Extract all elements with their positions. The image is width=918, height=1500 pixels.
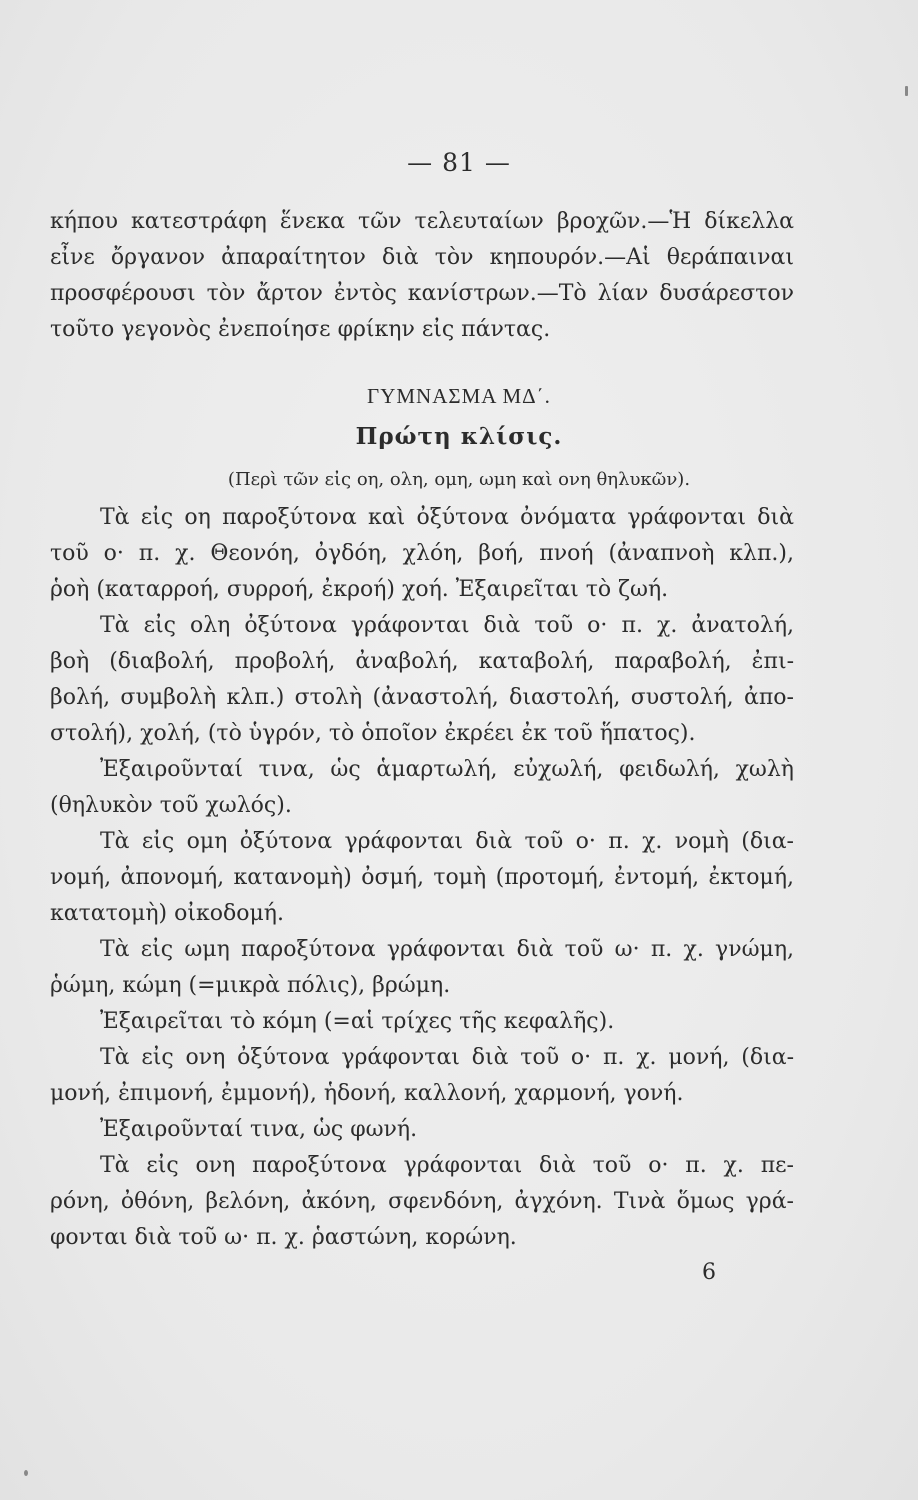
signature-mark: 6 bbox=[702, 1260, 716, 1285]
text-line: τοῦ ο· π. χ. Θεονόη, ὀγδόη, χλόη, βοή, πνοή (ἀναπνοὴ κλπ.), bbox=[50, 541, 794, 566]
speck-mark bbox=[905, 86, 908, 96]
intro-paragraph bbox=[50, 204, 794, 348]
text-line: Τὰ εἰς οη παροξύτονα καὶ ὀξύτονα ὀνόματα γράφονται διὰ bbox=[100, 505, 794, 530]
text-line: (θηλυκὸν τοῦ χωλός). bbox=[50, 793, 292, 818]
text-line: Τὰ εἰς ωμη παροξύτονα γράφονται διὰ τοῦ ω· π. χ. γνώμη, bbox=[100, 937, 794, 962]
text-line: μονή, ἐπιμονή, ἐμμονή), ἡδονή, καλλονή, χαρμονή, γονή. bbox=[50, 1081, 684, 1106]
text-line: βολή, συμβολὴ κλπ.) στολὴ (ἀναστολή, διαστολή, συστολή, ἀπο- bbox=[50, 685, 794, 710]
exercise-subtitle: Πρώτη κλίσις. bbox=[355, 423, 563, 450]
text-line: φονται διὰ τοῦ ω· π. χ. ῥαστώνη, κορώνη. bbox=[50, 1225, 517, 1250]
text-line: Ἐξαιροῦνταί τινα, ὡς ἁμαρτωλή, εὐχωλή, φειδωλή, χωλὴ bbox=[100, 757, 794, 782]
text-line: βοὴ (διαβολή, προβολή, ἀναβολή, καταβολή, παραβολή, ἐπι- bbox=[50, 649, 794, 674]
page-number: — 81 — bbox=[407, 148, 511, 177]
text-line: Τὰ εἰς ολη ὀξύτονα γράφονται διὰ τοῦ ο· π. χ. ἀνατολή, bbox=[100, 613, 794, 638]
text-line: εἶνε ὄργανον ἀπαραίτητον διὰ τὸν κηπουρόν.—Αἱ θεράπαιναι bbox=[50, 245, 794, 270]
text-line: ῥώμη, κώμη (=μικρὰ πόλις), βρώμη. bbox=[50, 973, 451, 998]
text-line: προσφέρουσι τὸν ἄρτον ἐντὸς κανίστρων.—Τὸ λίαν δυσάρεστον bbox=[50, 281, 794, 306]
speck-mark bbox=[24, 1470, 28, 1476]
text-line: Τὰ εἰς ονη παροξύτονα γράφονται διὰ τοῦ ο· π. χ. πε- bbox=[100, 1153, 794, 1178]
text-line: ρόνη, ὀθόνη, βελόνη, ἀκόνη, σφενδόνη, ἀγχόνη. Τινὰ ὅμως γρά- bbox=[50, 1189, 794, 1214]
text-line: τοῦτο γεγονὸς ἐνεποίησε φρίκην εἰς πάντας. bbox=[50, 317, 551, 342]
text-line: ῥοὴ (καταρροή, συρροή, ἐκροή) χοή. Ἐξαιρεῖται τὸ ζωή. bbox=[50, 577, 669, 602]
text-line: Ἐξαιρεῖται τὸ κόμη (=αἱ τρίχες τῆς κεφαλῆς). bbox=[100, 1009, 615, 1034]
text-line: Ἐξαιροῦνταί τινα, ὡς φωνή. bbox=[100, 1117, 418, 1142]
exercise-title: ΓΥΜΝΑΣΜΑ ΜΔ΄. bbox=[367, 384, 551, 408]
text-line: κατατομὴ) οἰκοδομή. bbox=[50, 901, 284, 926]
exercise-body bbox=[50, 500, 794, 1256]
text-line: νομή, ἀπονομή, κατανομὴ) ὀσμή, τομὴ (προτομή, ἐντομή, ἐκτομή, bbox=[50, 865, 794, 890]
exercise-note: (Περὶ τῶν εἰς οη, ολη, ομη, ωμη καὶ ονη θηλυκῶν). bbox=[227, 469, 691, 490]
text-line: Τὰ εἰς ονη ὀξύτονα γράφονται διὰ τοῦ ο· π. χ. μονή, (δια- bbox=[100, 1045, 794, 1070]
text-line: κήπου κατεστράφη ἕνεκα τῶν τελευταίων βροχῶν.—Ἡ δίκελλα bbox=[50, 209, 794, 234]
text-line: στολή), χολή, (τὸ ὑγρόν, τὸ ὁποῖον ἐκρέει ἐκ τοῦ ἥπατος). bbox=[50, 721, 696, 746]
text-line: Τὰ εἰς ομη ὀξύτονα γράφονται διὰ τοῦ ο· π. χ. νομὴ (δια- bbox=[100, 829, 794, 854]
